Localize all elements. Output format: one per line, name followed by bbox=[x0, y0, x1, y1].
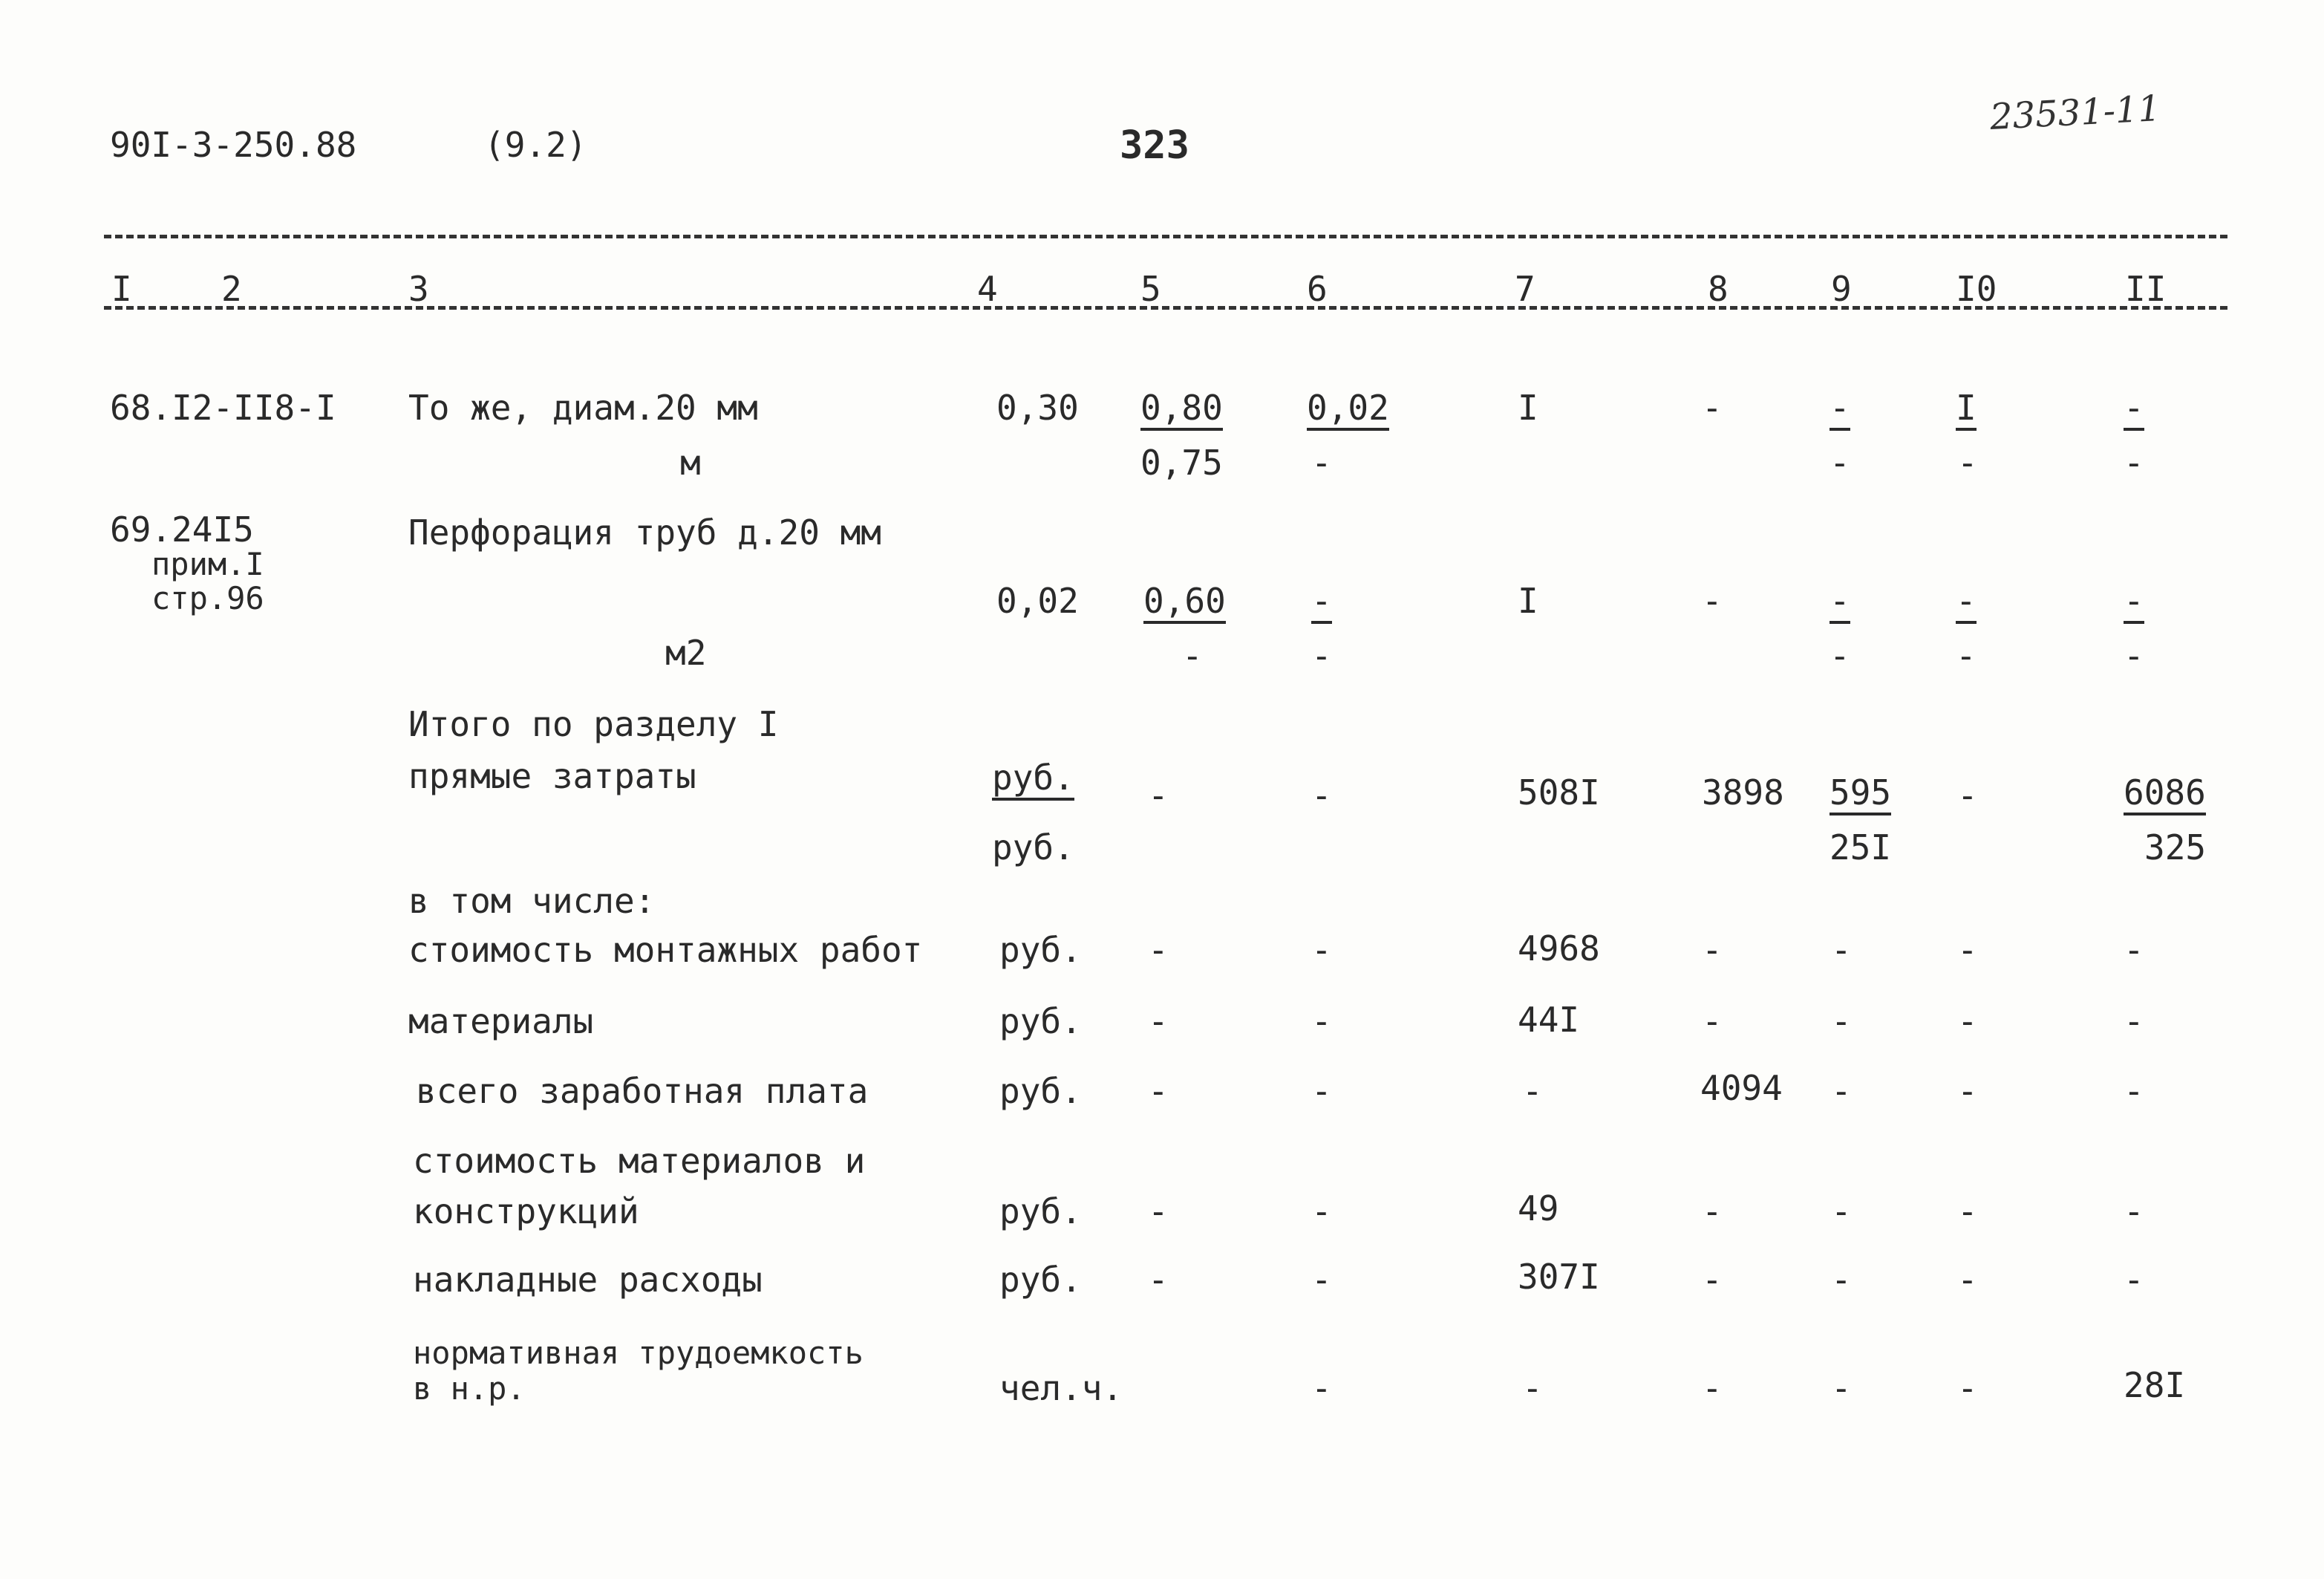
column-header: 4 bbox=[977, 269, 998, 309]
cell-col6: - bbox=[1311, 1368, 1332, 1408]
cell-col6: - bbox=[1311, 1001, 1332, 1041]
cell-col8: - bbox=[1702, 1368, 1723, 1408]
cell-col10: - bbox=[1957, 1191, 1978, 1231]
row-label: конструкций bbox=[413, 1191, 639, 1231]
cell-col8: - bbox=[1702, 1001, 1723, 1041]
cell-col5: - bbox=[1148, 1260, 1169, 1300]
cell-col7: 49 bbox=[1518, 1188, 1559, 1228]
row-code-note: стр.96 bbox=[151, 580, 264, 616]
row-label: стоимость материалов и bbox=[413, 1141, 866, 1181]
cell-col9: - bbox=[1831, 1191, 1852, 1231]
cell-col9-bottom: - bbox=[1830, 443, 1850, 483]
table-top-rule bbox=[104, 235, 2227, 238]
cell-col5: - bbox=[1148, 1071, 1169, 1111]
cell-col6-bottom: - bbox=[1311, 443, 1332, 483]
cell-col6: - bbox=[1311, 1260, 1332, 1300]
row-label: всего заработная плата bbox=[416, 1071, 869, 1111]
cell-col9: - bbox=[1831, 1260, 1852, 1300]
cell-col9-bottom: - bbox=[1830, 636, 1850, 676]
cell-col11: 28I bbox=[2124, 1365, 2186, 1405]
column-header: II bbox=[2125, 269, 2167, 309]
cell-col10-bottom: - bbox=[1956, 636, 1977, 676]
cell-col4: 0,02 bbox=[996, 581, 1079, 621]
cell-col11-bottom: - bbox=[2124, 636, 2144, 676]
cell-col6: - bbox=[1311, 1071, 1332, 1111]
including-label: в том числе: bbox=[408, 881, 656, 921]
row-unit: м2 bbox=[665, 633, 707, 673]
column-header: I bbox=[111, 269, 132, 309]
cell-col6-top: - bbox=[1311, 584, 1332, 624]
column-header: 2 bbox=[221, 269, 242, 309]
cell-col10: - bbox=[1957, 775, 1978, 815]
cell-col6: - bbox=[1311, 775, 1332, 815]
cell-col8: - bbox=[1702, 388, 1723, 428]
row-label: материалы bbox=[408, 1001, 594, 1041]
cell-col11: - bbox=[2124, 930, 2144, 970]
cell-col11: - bbox=[2124, 1191, 2144, 1231]
cell-col11-bottom: - bbox=[2124, 443, 2144, 483]
cell-col7: - bbox=[1522, 1071, 1543, 1111]
row-unit: руб. bbox=[999, 1071, 1082, 1111]
cell-col6-bottom: - bbox=[1311, 636, 1332, 676]
cell-col9: - bbox=[1831, 1368, 1852, 1408]
row-unit: руб. bbox=[999, 1191, 1082, 1231]
cell-col9-top: - bbox=[1830, 391, 1850, 431]
page-number: 323 bbox=[1120, 123, 1189, 168]
total-unit-bottom: руб. bbox=[992, 827, 1074, 867]
row-code-note: прим.I bbox=[151, 546, 264, 582]
cell-col9: - bbox=[1831, 1071, 1852, 1111]
cell-col5: - bbox=[1148, 1191, 1169, 1231]
cell-col5-top: 0,60 bbox=[1143, 584, 1226, 624]
cell-col9: - bbox=[1831, 930, 1852, 970]
cell-col11-top: - bbox=[2124, 391, 2144, 431]
row-unit: м bbox=[680, 443, 701, 483]
cell-col8: - bbox=[1702, 1260, 1723, 1300]
cell-col8: - bbox=[1702, 581, 1723, 621]
column-header: 7 bbox=[1515, 269, 1535, 309]
cell-col10: - bbox=[1957, 1071, 1978, 1111]
total-label: Итого по разделу I bbox=[408, 704, 779, 744]
row-unit: руб. bbox=[999, 1001, 1082, 1041]
cell-col8: - bbox=[1702, 930, 1723, 970]
cell-col7: 508I bbox=[1518, 772, 1600, 813]
cell-col5-bottom: 0,75 bbox=[1140, 443, 1223, 483]
row-code: 69.24I5 bbox=[110, 509, 254, 550]
cell-col11: - bbox=[2124, 1001, 2144, 1041]
row-label: в н.р. bbox=[413, 1370, 526, 1407]
cell-col5-top: 0,80 bbox=[1140, 391, 1223, 431]
cell-col7: 4968 bbox=[1518, 928, 1600, 968]
table-header-rule bbox=[104, 306, 2227, 310]
cell-col8: 3898 bbox=[1702, 772, 1784, 813]
row-unit: руб. bbox=[999, 1260, 1082, 1300]
cell-col6-top: 0,02 bbox=[1307, 391, 1389, 431]
row-name: То же, диам.20 мм bbox=[408, 388, 758, 428]
cell-col9-top: 595 bbox=[1830, 775, 1891, 815]
row-code: 68.I2-II8-I bbox=[110, 388, 336, 428]
document-code: 90I-3-250.88 bbox=[110, 125, 357, 165]
column-header: I0 bbox=[1956, 269, 1997, 309]
column-header: 3 bbox=[408, 269, 429, 309]
column-header: 8 bbox=[1708, 269, 1729, 309]
cell-col10-top: - bbox=[1956, 584, 1977, 624]
cell-col5-bottom: - bbox=[1182, 636, 1203, 676]
row-label: накладные расходы bbox=[413, 1260, 763, 1300]
cell-col10: - bbox=[1957, 1368, 1978, 1408]
section-number: (9.2) bbox=[484, 125, 587, 165]
row-name: Перфорация труб д.20 мм bbox=[408, 512, 881, 553]
cell-col7: - bbox=[1522, 1368, 1543, 1408]
cell-col6: - bbox=[1311, 1191, 1332, 1231]
cell-col11-top: - bbox=[2124, 584, 2144, 624]
cell-col6: - bbox=[1311, 930, 1332, 970]
column-header: 5 bbox=[1140, 269, 1161, 309]
total-label: прямые затраты bbox=[408, 756, 696, 796]
cell-col9-top: - bbox=[1830, 584, 1850, 624]
cell-col10: - bbox=[1957, 930, 1978, 970]
cell-col7: I bbox=[1518, 388, 1538, 428]
cell-col11: - bbox=[2124, 1260, 2144, 1300]
row-unit: чел.ч. bbox=[999, 1368, 1123, 1408]
cell-col5: - bbox=[1148, 775, 1169, 815]
cell-col9: - bbox=[1831, 1001, 1852, 1041]
cell-col7: I bbox=[1518, 581, 1538, 621]
cell-col10-bottom: - bbox=[1957, 443, 1978, 483]
row-unit: руб. bbox=[999, 930, 1082, 970]
cell-col8: 4094 bbox=[1700, 1068, 1783, 1108]
column-header: 9 bbox=[1831, 269, 1852, 309]
cell-col11: - bbox=[2124, 1071, 2144, 1111]
row-label: нормативная трудоемкость bbox=[413, 1335, 864, 1371]
cell-col4: 0,30 bbox=[996, 388, 1079, 428]
cell-col9-bottom: 25I bbox=[1830, 827, 1892, 867]
column-header: 6 bbox=[1307, 269, 1328, 309]
cell-col11-top: 6086 bbox=[2124, 775, 2206, 815]
cell-col5: - bbox=[1148, 930, 1169, 970]
cell-col7: 307I bbox=[1518, 1257, 1600, 1297]
cell-col7: 44I bbox=[1518, 1000, 1580, 1040]
cell-col11-bottom: 325 bbox=[2144, 827, 2207, 867]
handwritten-registration-number: 23531-11 bbox=[1988, 88, 2162, 138]
cell-col10: - bbox=[1957, 1260, 1978, 1300]
cell-col10: - bbox=[1957, 1001, 1978, 1041]
cell-col8: - bbox=[1702, 1191, 1723, 1231]
row-label: стоимость монтажных работ bbox=[408, 930, 923, 970]
total-unit-top: руб. bbox=[992, 761, 1074, 801]
cell-col10-top: I bbox=[1956, 391, 1977, 431]
cell-col5: - bbox=[1148, 1001, 1169, 1041]
